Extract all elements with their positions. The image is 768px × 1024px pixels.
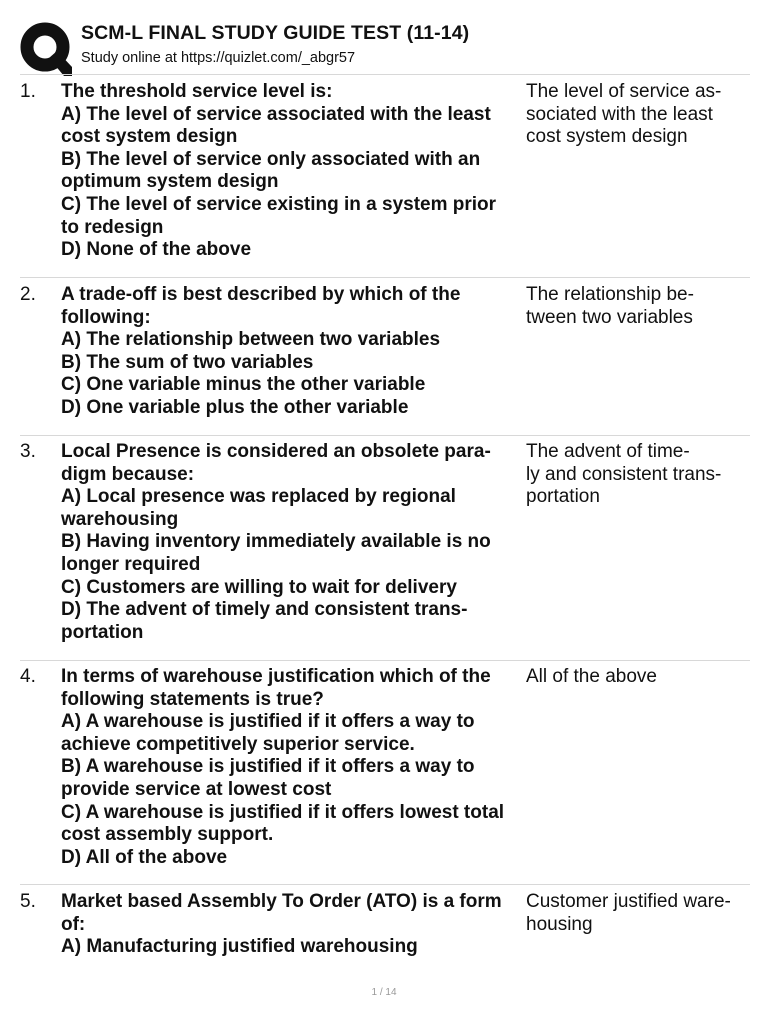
answer-line: The level of service as- [526, 81, 722, 102]
question-line: B) A warehouse is justified if it offers a way to [61, 756, 475, 778]
question-number: 2. [20, 284, 36, 305]
question-text [61, 81, 521, 262]
item-divider [20, 884, 750, 885]
question-line: digm because: [61, 463, 195, 485]
question-line: B) Having inventory immediately available is no [61, 531, 491, 553]
question-line: A trade-off is best described by which of the [61, 284, 461, 305]
answer-line: housing [526, 913, 593, 935]
question-line: A) A warehouse is justified if it offers a way to [61, 711, 475, 733]
question-line: C) The level of service existing in a system prior [61, 193, 497, 215]
answer-line: cost system design [526, 126, 688, 148]
question-line: achieve competitively superior service. [61, 733, 415, 755]
question-line: following statements is true? [61, 688, 324, 710]
page-header [20, 18, 750, 74]
study-online-link[interactable]: Study online at https://quizlet.com/_abgr57 [81, 50, 356, 66]
question-line: A) The level of service associated with the least [61, 103, 491, 125]
answer-text [526, 284, 750, 329]
answer-line: portation [526, 486, 600, 508]
page-title: SCM-L FINAL STUDY GUIDE TEST (11-14) [81, 22, 470, 44]
question-line: D) One variable plus the other variable [61, 396, 409, 418]
answer-text [526, 81, 750, 149]
question-line: Market based Assembly To Order (ATO) is a form [61, 891, 502, 912]
answer-line: The relationship be- [526, 284, 694, 305]
question-line: portation [61, 621, 144, 643]
question-text [61, 284, 521, 420]
item-divider [20, 277, 750, 278]
question-line: A) Local presence was replaced by regional [61, 486, 456, 508]
question-line: C) Customers are willing to wait for delivery [61, 576, 457, 598]
question-line: cost system design [61, 126, 238, 148]
question-line: The threshold service level is: [61, 81, 333, 102]
question-text [61, 891, 521, 959]
answer-line: tween two variables [526, 306, 693, 328]
question-number: 5. [20, 891, 36, 912]
question-text [61, 441, 521, 644]
answer-line: All of the above [526, 666, 657, 687]
question-line: provide service at lowest cost [61, 778, 332, 800]
question-line: D) None of the above [61, 239, 252, 261]
answer-text [526, 891, 750, 936]
question-text [61, 666, 521, 869]
question-line: C) One variable minus the other variable [61, 374, 426, 396]
question-line: Local Presence is considered an obsolete para- [61, 441, 491, 462]
question-line: following: [61, 306, 151, 328]
answer-line: sociated with the least [526, 103, 713, 125]
question-line: D) The advent of timely and consistent trans- [61, 599, 468, 621]
question-line: longer required [61, 553, 201, 575]
quizlet-logo-icon [20, 20, 72, 78]
answer-text [526, 441, 750, 509]
question-line: cost assembly support. [61, 824, 274, 846]
question-number: 1. [20, 81, 36, 102]
question-line: B) The sum of two variables [61, 351, 314, 373]
question-line: to redesign [61, 216, 164, 238]
question-line: A) Manufacturing justified warehousing [61, 936, 418, 958]
page-indicator: 1 / 14 [371, 987, 397, 998]
question-number: 3. [20, 441, 36, 462]
question-line: A) The relationship between two variables [61, 329, 441, 351]
header-divider [20, 74, 750, 75]
item-divider [20, 435, 750, 436]
question-line: C) A warehouse is justified if it offers lowest total [61, 801, 505, 823]
question-line: D) All of the above [61, 846, 228, 868]
question-number: 4. [20, 666, 36, 687]
answer-line: ly and consistent trans- [526, 463, 722, 485]
question-line: optimum system design [61, 171, 279, 193]
question-line: warehousing [61, 508, 179, 530]
question-line: B) The level of service only associated with an [61, 148, 481, 170]
question-line: In terms of warehouse justification which of the [61, 666, 491, 687]
question-line: of: [61, 913, 86, 935]
answer-line: Customer justified ware- [526, 891, 731, 912]
answer-text [526, 666, 750, 689]
item-divider [20, 660, 750, 661]
answer-line: The advent of time- [526, 441, 690, 462]
